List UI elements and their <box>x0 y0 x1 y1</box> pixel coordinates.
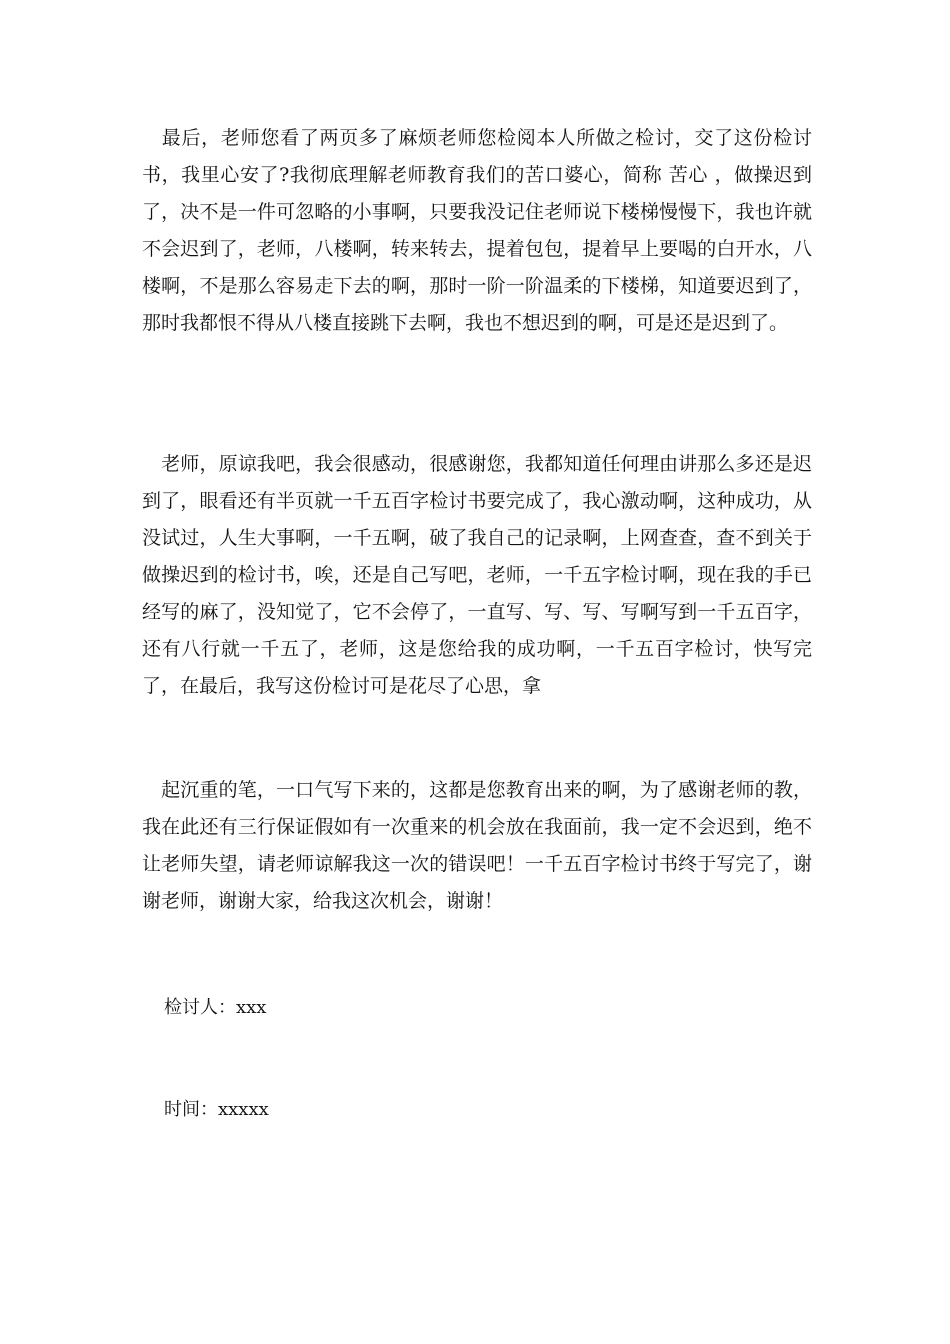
time-line: 时间：xxxxx <box>164 1099 269 1120</box>
signer-line: 检讨人：xxx <box>164 997 267 1018</box>
paragraph-3: 起沉重的笔，一口气写下来的，这都是您教育出来的啊，为了感谢老师的教，我在此还有三行保证假如有一次重来的机会放在我面前，我一定不会迟到，绝不让老师失望，请老师谅解我这一次的错误吧！一千五百字检讨书终于写完了，谢谢老师，谢谢大家，给我这次机会，谢谢！ <box>142 779 812 912</box>
paragraph-1: 最后，老师您看了两页多了麻烦老师您检阅本人所做之检讨，交了这份检讨书，我里心安了?我彻底理解老师教育我们的苦口婆心，简称 苦心 ，做操迟到了，决不是一件可忽略的小事啊，只要我没记住老师说下楼梯慢慢下，我也许就不会迟到了，老师，八楼啊，转来转去，提着包包，提着早上要喝的白开水，八楼啊，不是那么容易走下去的啊，那时一阶一阶温柔的下楼梯，知道要迟到了，那时我都恨不得从八楼直接跳下去啊，我也不想迟到的啊，可是还是迟到了。 <box>142 127 812 334</box>
paragraph-2: 老师，原谅我吧，我会很感动，很感谢您，我都知道任何理由讲那么多还是迟到了，眼看还有半页就一千五百字检讨书要完成了，我心激动啊，这种成功，从没试过，人生大事啊，一千五啊，破了我自己的记录啊，上网查查，查不到关于做操迟到的检讨书，唉，还是自己写吧，老师，一千五字检讨啊，现在我的手已经写的麻了，没知觉了，它不会停了，一直写、写、写、写啊写到一千五百字，还有八行就一千五了，老师，这是您给我的成功啊，一千五百字检讨，快写完了，在最后，我写这份检讨可是花尽了心思，拿 <box>142 453 812 697</box>
